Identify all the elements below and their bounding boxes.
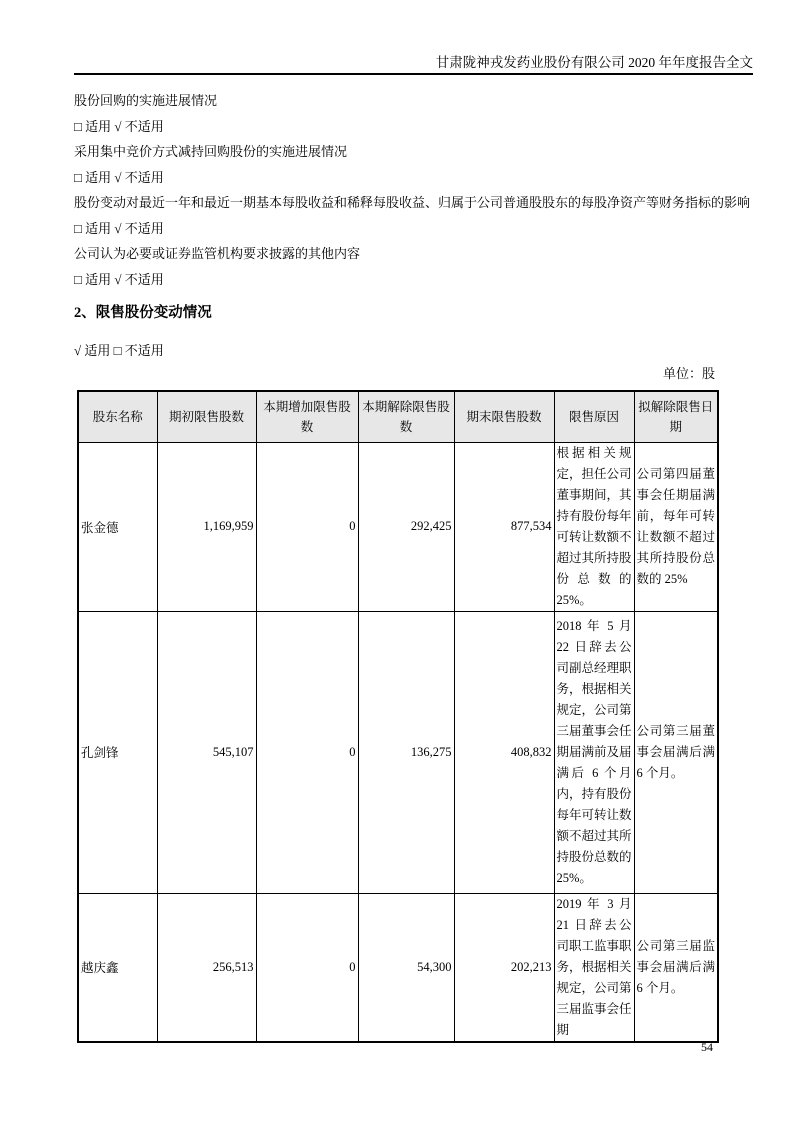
cell-release-date: 公司第四届董事会任期届满前，每年可转让数额不超过其所持股份总数的 25% — [634, 442, 718, 611]
applicability-line: √ 适用 □ 不适用 — [74, 343, 164, 358]
paragraph-other-disclosure: 公司认为必要或证券监管机构要求披露的其他内容 — [74, 246, 361, 261]
table-row — [78, 611, 718, 893]
unit-label: 单位：股 — [662, 366, 715, 381]
col-header-released-restricted: 本期解除限售股数 — [358, 391, 454, 442]
cell-released-restricted: 54,300 — [358, 893, 454, 1042]
cell-added-restricted: 0 — [256, 442, 358, 611]
col-header-restriction-reason: 限售原因 — [554, 391, 634, 442]
table-header-row — [78, 391, 718, 442]
cell-shareholder-name: 孔剑锋 — [78, 611, 157, 893]
header-divider — [74, 73, 753, 75]
restricted-shares-table — [77, 390, 719, 1043]
cell-ending-restricted: 877,534 — [454, 442, 554, 611]
cell-ending-restricted: 202,213 — [454, 893, 554, 1042]
cell-ending-restricted: 408,832 — [454, 611, 554, 893]
cell-added-restricted: 0 — [256, 893, 358, 1042]
body-text-block — [74, 88, 774, 292]
checkbox-line: □ 适用 √ 不适用 — [74, 118, 164, 134]
paragraph-centralized-bidding: 采用集中竞价方式减持回购股份的实施进展情况 — [74, 144, 348, 159]
table-row — [78, 893, 718, 1042]
cell-initial-restricted: 1,169,959 — [157, 442, 256, 611]
cell-shareholder-name: 越庆鑫 — [78, 893, 157, 1042]
cell-restriction-reason: 根据相关规定，担任公司董事期间，其持有股份每年可转让数额不超过其所持股份总数的25%。 — [554, 442, 634, 611]
cell-initial-restricted: 256,513 — [157, 893, 256, 1042]
section-heading: 2、限售股份变动情况 — [74, 305, 212, 321]
col-header-release-date: 拟解除限售日期 — [634, 391, 718, 442]
checkbox-line: □ 适用 √ 不适用 — [74, 271, 164, 287]
cell-restriction-reason: 2019 年 3 月 21 日辞去公司职工监事职务，根据相关规定，公司第三届监事会任期 — [554, 893, 634, 1042]
col-header-ending-restricted: 期末限售股数 — [454, 391, 554, 442]
checkbox-line: □ 适用 √ 不适用 — [74, 220, 164, 236]
page-number: 54 — [701, 1040, 713, 1054]
cell-released-restricted: 136,275 — [358, 611, 454, 893]
document-header-title: 甘肃陇神戎发药业股份有限公司 2020 年年度报告全文 — [435, 55, 753, 70]
cell-shareholder-name: 张金德 — [78, 442, 157, 611]
cell-added-restricted: 0 — [256, 611, 358, 893]
checkbox-line: □ 适用 √ 不适用 — [74, 169, 164, 185]
table-row — [78, 442, 718, 611]
cell-release-date: 公司第三届董事会届满后满 6 个月。 — [634, 611, 718, 893]
cell-initial-restricted: 545,107 — [157, 611, 256, 893]
col-header-initial-restricted: 期初限售股数 — [157, 391, 256, 442]
col-header-shareholder-name: 股东名称 — [78, 391, 157, 442]
paragraph-share-change-impact: 股份变动对最近一年和最近一期基本每股收益和稀释每股收益、归属于公司普通股股东的每股净资产等财务指标的影响 — [74, 195, 751, 210]
paragraph-share-buyback: 股份回购的实施进展情况 — [74, 93, 218, 108]
cell-release-date: 公司第三届监事会届满后满 6 个月。 — [634, 893, 718, 1042]
cell-restriction-reason: 2018 年 5 月 22 日辞去公司副总经理职务，根据相关规定，公司第三届董事会任期届满前及届满后 6 个月内，持有股份每年可转让数额不超过其所持股份总数的25%。 — [554, 611, 634, 893]
col-header-added-restricted: 本期增加限售股数 — [256, 391, 358, 442]
cell-released-restricted: 292,425 — [358, 442, 454, 611]
